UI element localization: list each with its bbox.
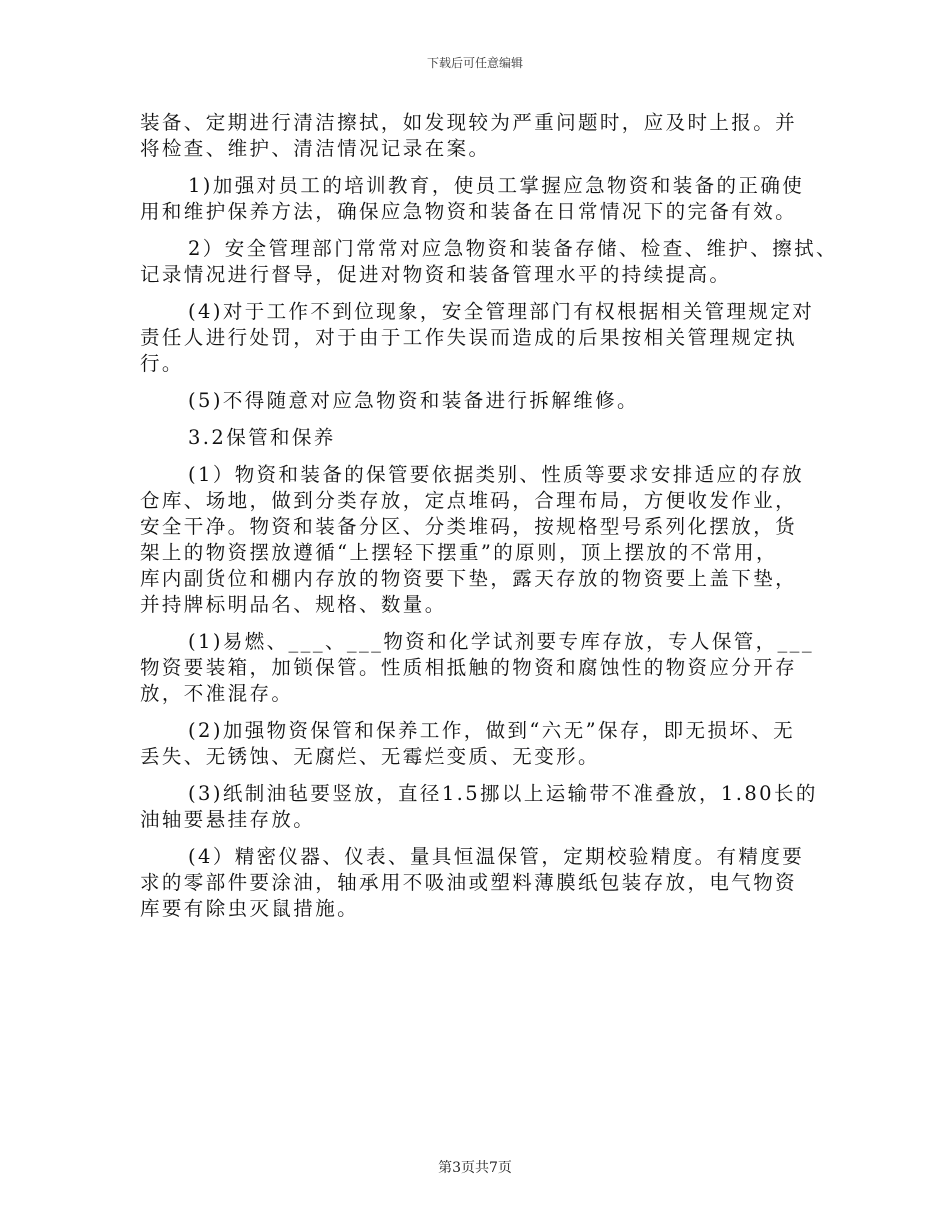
text-line: 将检查、维护、清洁情况记录在案。 <box>140 137 491 160</box>
text-line: 行。 <box>140 352 184 375</box>
text-line: 丢失、无锈蚀、无腐烂、无霉烂变质、无变形。 <box>140 745 600 768</box>
text-line: 2）安全管理部门常常对应急物资和装备存储、检查、维护、擦拭、 <box>188 237 838 260</box>
text-line: 用和维护保养方法，确保应急物资和装备在日常情况下的完备有效。 <box>140 200 798 223</box>
text-line: (5)不得随意对应急物资和装备进行拆解维修。 <box>188 389 639 412</box>
text-line: 装备、定期进行清洁擦拭，如发现较为严重问题时，应及时上报。并 <box>140 111 798 134</box>
text-line: (1）物资和装备的保管要依据类别、性质等要求安排适应的存放 <box>188 463 805 486</box>
text-line: 仓库、场地，做到分类存放，定点堆码，合理布局，方便收发作业， <box>140 489 798 512</box>
text-line: 记录情况进行督导，促进对物资和装备管理水平的持续提高。 <box>140 263 732 286</box>
text-line: (4)对于工作不到位现象，安全管理部门有权根据相关管理规定对 <box>188 300 815 323</box>
text-line: 油轴要悬挂存放。 <box>140 808 316 831</box>
section-heading <box>140 425 812 451</box>
text-line: 物资要装箱，加锁保管。性质相抵触的物资和腐蚀性的物资应分开存 <box>140 656 798 679</box>
page-header: 下载后可任意编辑 <box>426 56 523 70</box>
text-line: 并持牌标明品名、规格、数量。 <box>140 593 447 616</box>
page-footer: 第3页共7页 <box>438 1160 512 1176</box>
text-line: 安全干净。物资和装备分区、分类堆码，按规格型号系列化摆放，货 <box>140 515 798 538</box>
document-body <box>140 110 838 922</box>
paragraph-6 <box>140 462 812 618</box>
text-line: 库内副货位和棚内存放的物资要下垫，露天存放的物资要上盖下垫， <box>140 567 798 590</box>
text-line: 架上的物资摆放遵循“上摆轻下摆重”的原则，顶上摆放的不常用， <box>140 541 778 564</box>
paragraph-1 <box>140 110 812 162</box>
text-line: 放，不准混存。 <box>140 682 294 705</box>
paragraph-2 <box>140 173 812 225</box>
text-line: (3)纸制油毡要竖放，直径1.5挪以上运输带不准叠放，1.80长的 <box>188 782 818 805</box>
paragraph-9 <box>140 781 818 833</box>
paragraph-5 <box>140 388 812 414</box>
text-line: (4）精密仪器、仪表、量具恒温保管，定期校验精度。有精度要 <box>188 845 805 868</box>
paragraph-4 <box>140 299 815 377</box>
paragraph-10 <box>140 844 812 922</box>
text-line: 责任人进行处罚，对于由于工作失误而造成的后果按相关管理规定执 <box>140 326 798 349</box>
paragraph-3 <box>140 236 838 288</box>
text-line: (2)加强物资保管和保养工作，做到“六无”保存，即无损坏、无 <box>188 719 796 742</box>
paragraph-8 <box>140 718 812 770</box>
text-line: 库要有除虫灭鼠措施。 <box>140 897 360 920</box>
text-line: 求的零部件要涂油，轴承用不吸油或塑料薄膜纸包装存放，电气物资 <box>140 871 798 894</box>
text-line: (1)易燃、___、___物资和化学试剂要专库存放，专人保管，___ <box>188 630 814 653</box>
section-title: 3.2保管和保养 <box>188 426 336 449</box>
text-line: 1)加强对员工的培训教育，使员工掌握应急物资和装备的正确使 <box>188 174 805 197</box>
paragraph-7 <box>140 629 812 707</box>
